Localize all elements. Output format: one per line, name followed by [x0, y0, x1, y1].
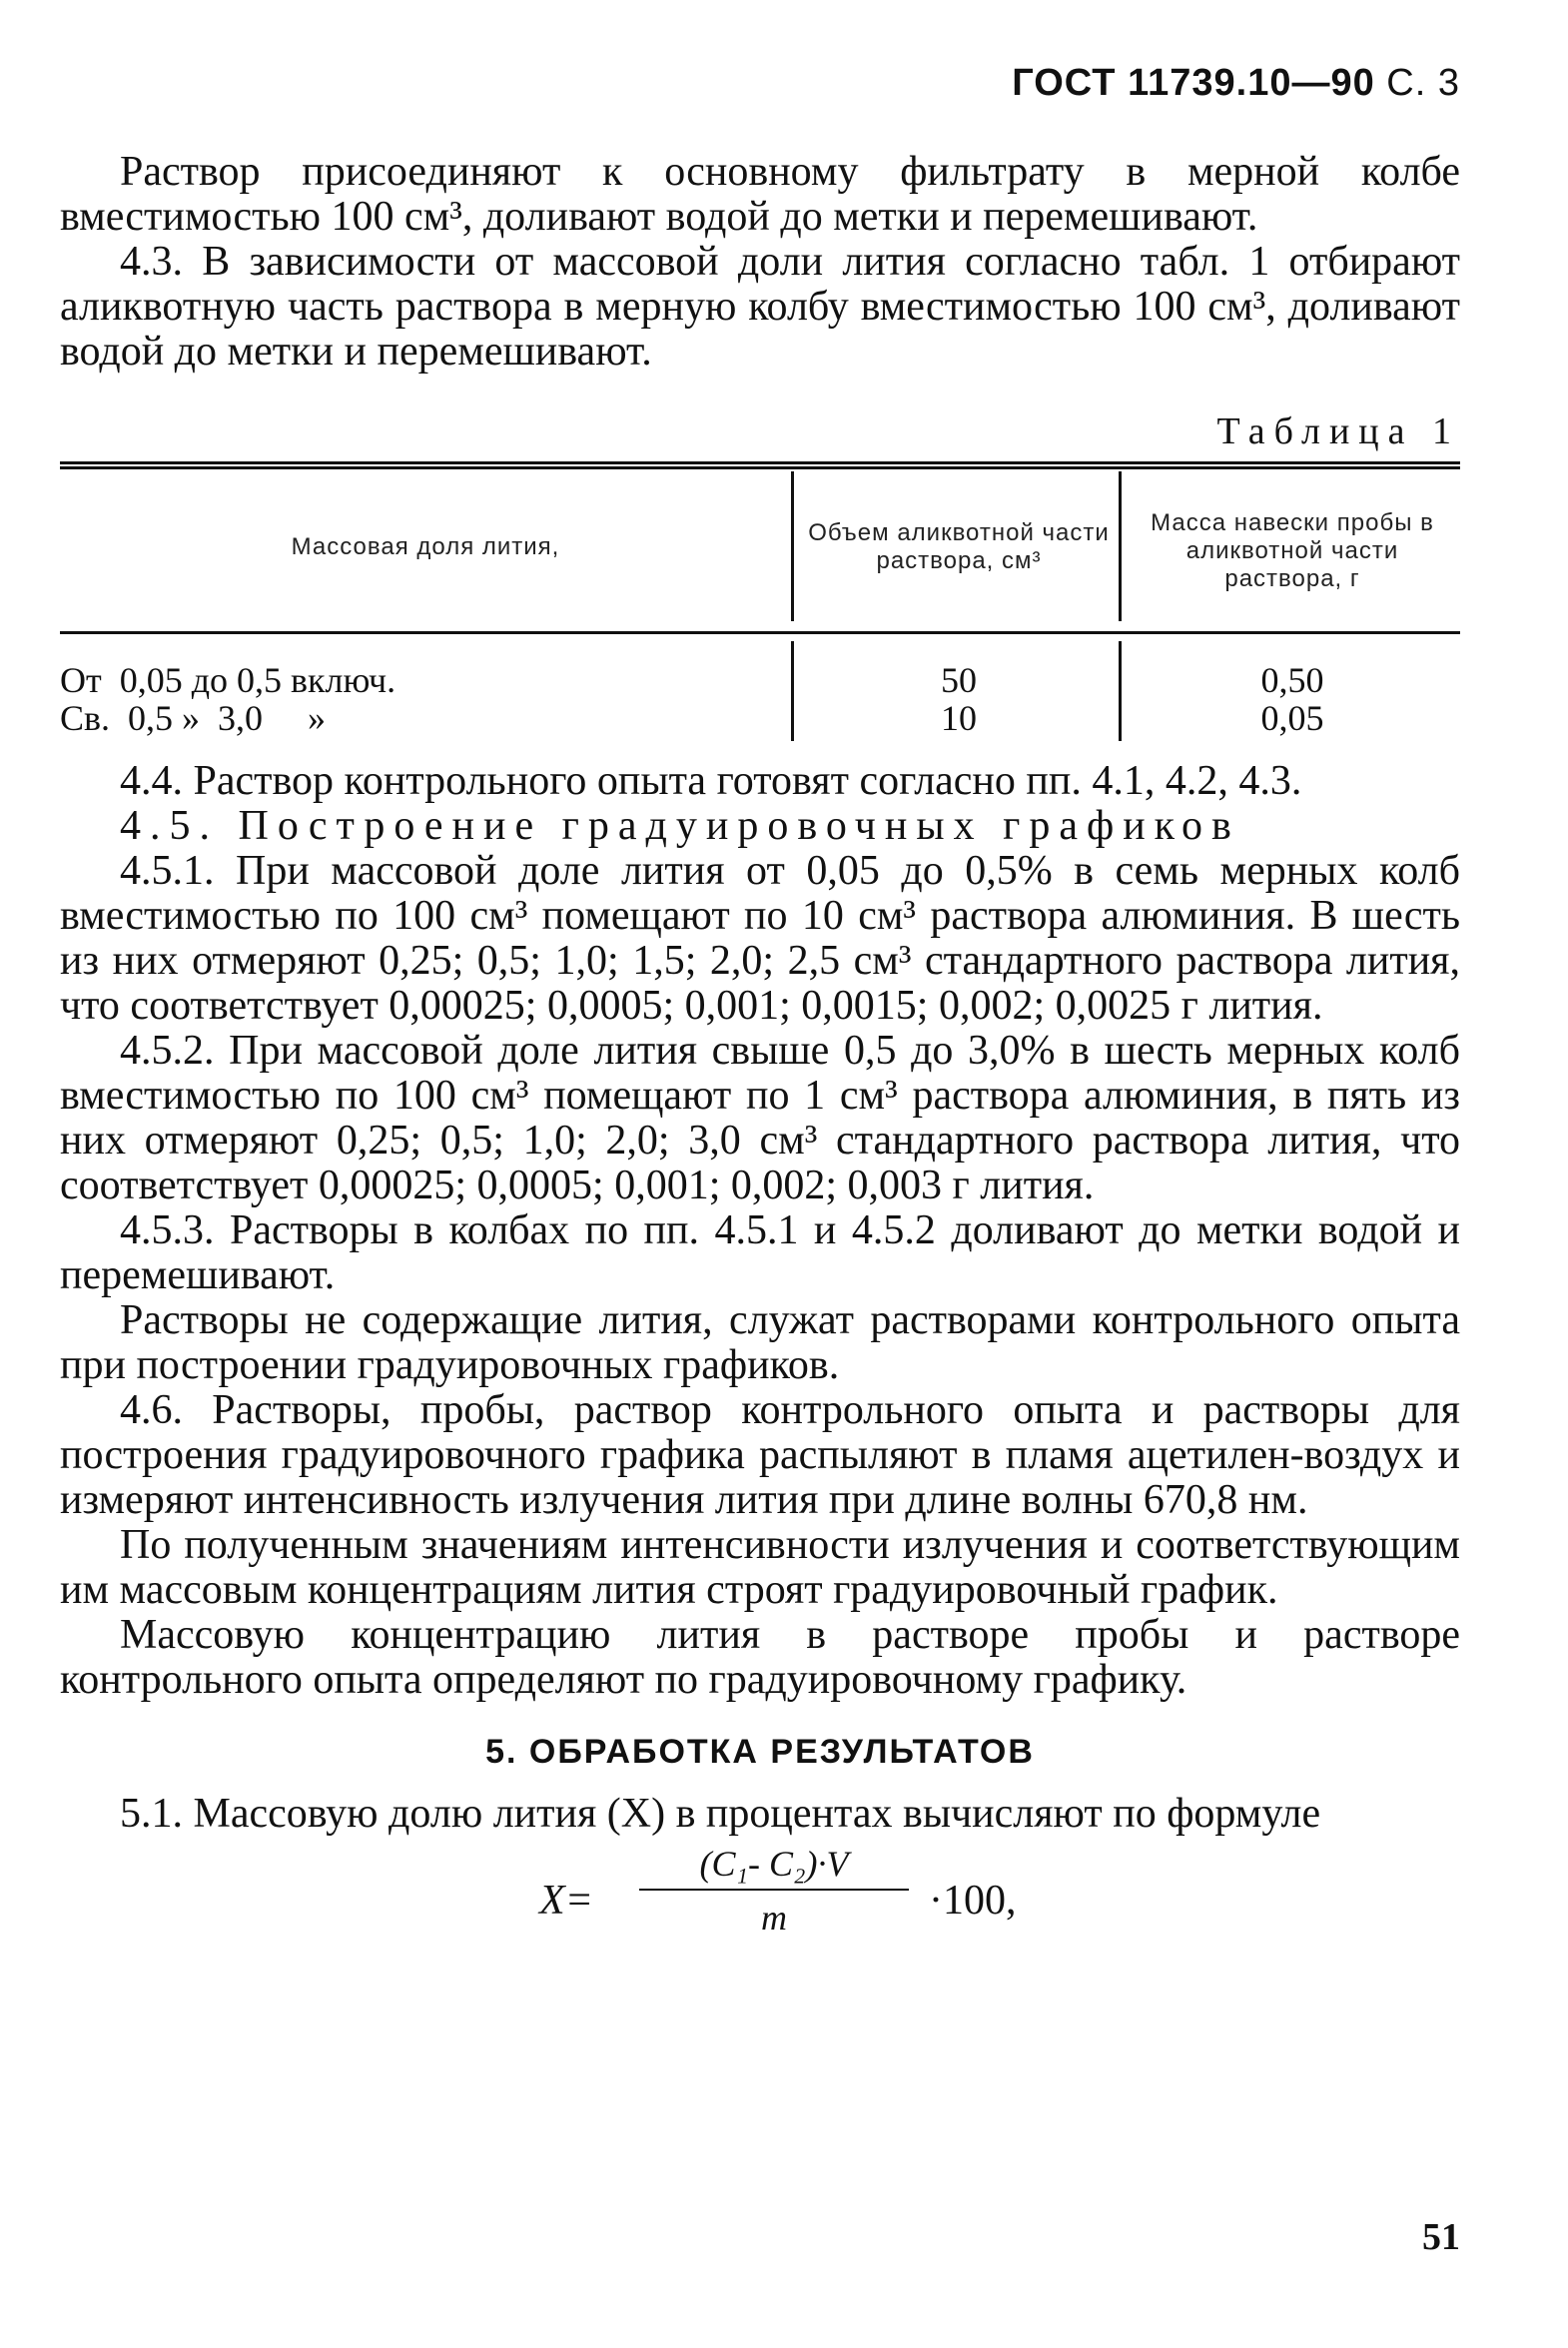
main-text	[60, 759, 1460, 1957]
table-header-mass: Масса навески пробы в аликвотной части раствора, г	[1151, 509, 1434, 592]
paragraph-4-3: 4.3. В зависимости от массовой доли лития согласно табл. 1 отбирают аликвотную часть раствора в мерную колбу вместимостью 100 см³, доливают водой до метки и перемешивают.	[60, 239, 1460, 375]
table-row-2-volume: 10	[941, 698, 977, 738]
section-5-title: 5. ОБРАБОТКА РЕЗУЛЬТАТОВ	[485, 1733, 1035, 1771]
table-header-volume: Объем аликвотной части раствора, см³	[808, 519, 1110, 574]
paragraph-intro: Раствор присоединяют к основному фильтрату в мерной колбе вместимостью 100 см³, доливают водой до метки и перемешивают.	[60, 149, 1460, 240]
table-1	[60, 461, 1460, 751]
paragraph-4-5-2: 4.5.2. При массовой доле лития свыше 0,5 до 3,0% в шесть мерных колб вместимостью по 100 см³ помещают по 1 см³ раствора алюминия, в пять из них отмеряют 0,25; 0,5; 1,0; 2,0; 3,0 см³ стандартного раствора лития, что соответствует 0,00025; 0,0005; 0,001; 0,002; 0,003 г лития.	[60, 1028, 1460, 1208]
paragraph-4-4: 4.4. Раствор контрольного опыта готовят согласно пп. 4.1, 4.2, 4.3.	[120, 758, 1302, 804]
paragraph-concentration: Массовую концентрацию лития в растворе пробы и растворе контрольного опыта определяют по градуировочному графику.	[60, 1612, 1460, 1703]
table-col-divider	[1119, 641, 1122, 741]
table-col-divider	[791, 471, 794, 621]
intro-block	[60, 150, 1460, 375]
standard-number: ГОСТ 11739.10—90	[1012, 62, 1375, 104]
table-top-rule-2	[60, 466, 1460, 469]
paragraph-4-5-1: 4.5.1. При массовой доле лития от 0,05 до 0,5% в семь мерных колб вместимостью по 100 см³ помещают по 10 см³ раствора алюминия. В шесть из них отмеряют 0,25; 0,5; 1,0; 1,5; 2,0; 2,5 см³ стандартного раствора лития, что соответствует 0,00025; 0,0005; 0,001; 0,0015; 0,002; 0,0025 г лития.	[60, 848, 1460, 1029]
formula-denominator: m	[761, 1898, 787, 1938]
table-row-2-mass: 0,05	[1260, 698, 1324, 738]
header-page: С. 3	[1386, 62, 1460, 104]
table-top-rule	[60, 461, 1460, 464]
table-row-1-mass: 0,50	[1260, 660, 1324, 700]
table-row-2-range: Св. 0,5 » 3,0 »	[60, 698, 327, 738]
document-header	[1012, 62, 1460, 105]
paragraph-4-5-3: 4.5.3. Растворы в колбах по пп. 4.5.1 и 4.5.2 доливают до метки водой и перемешивают.	[60, 1207, 1460, 1298]
table-col-divider	[791, 641, 794, 741]
table-col-divider	[1119, 471, 1122, 621]
table-caption: Таблица 1	[1216, 410, 1460, 452]
table-header-fraction: Массовая доля лития,	[291, 533, 560, 560]
paragraph-4-6: 4.6. Растворы, пробы, раствор контрольного опыта и растворы для построения градуировочного графика распыляют в пламя ацетилен-воздух и измеряют интенсивность излучения лития при длине волны 670,8 нм.	[60, 1387, 1460, 1523]
table-header-rule	[60, 631, 1460, 634]
paragraph-4-5-heading: 4.5. Построение градуировочных графиков	[120, 803, 1240, 849]
formula-lhs: X=	[539, 1878, 593, 1924]
formula-rhs: ·100,	[929, 1878, 1017, 1924]
table-row-1-volume: 50	[941, 660, 977, 700]
table-row-1-range: От 0,05 до 0,5 включ.	[60, 660, 396, 700]
paragraph-control: Растворы не содержащие лития, служат растворами контрольного опыта при построении градуировочных графиков.	[60, 1297, 1460, 1388]
formula	[60, 1837, 1460, 1957]
page-number: 51	[1422, 2216, 1460, 2258]
formula-numerator: (C₁- C₂)·V	[639, 1843, 909, 1891]
paragraph-graph: По полученным значениям интенсивности излучения и соответствующим им массовым концентрациям лития строят градуировочный график.	[60, 1522, 1460, 1613]
paragraph-5-1: 5.1. Массовую долю лития (X) в процентах вычисляют по формуле	[120, 1791, 1321, 1837]
